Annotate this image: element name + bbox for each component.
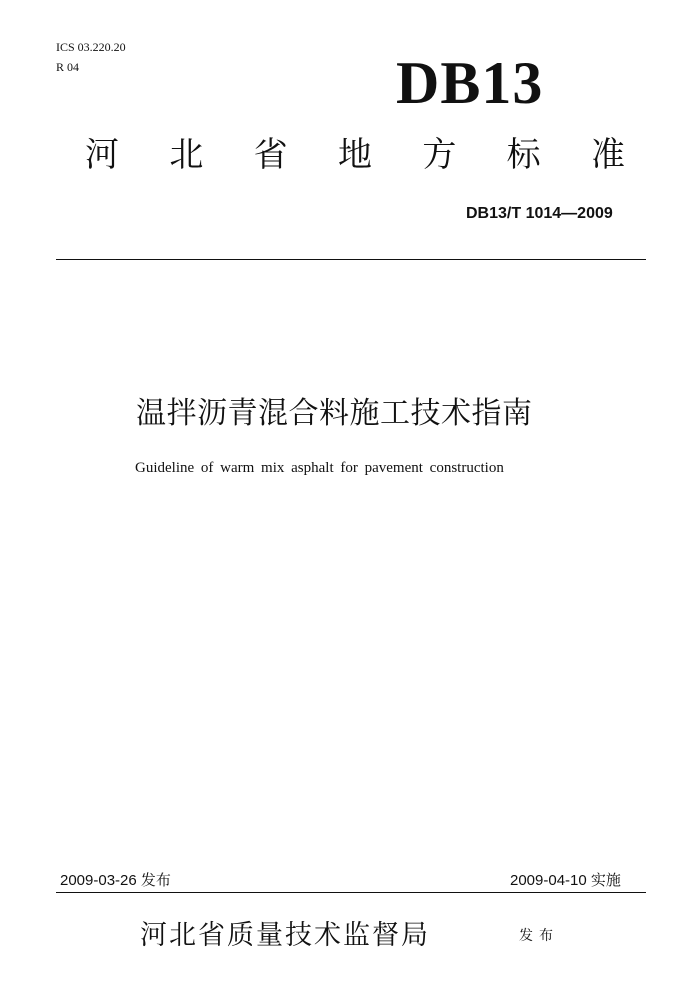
authority-char: 地 [337, 135, 372, 175]
footer-divider [56, 892, 646, 893]
standard-number: DB13/T 1014—2009 [466, 205, 613, 222]
effective-date: 2009-04-10 实施 [510, 872, 621, 889]
authority-heading [85, 133, 625, 177]
authority-char: 省 [253, 135, 288, 175]
authority-char: 北 [169, 135, 204, 175]
authority-char: 方 [422, 135, 457, 175]
header-divider [56, 259, 646, 260]
classification-code: R 04 [56, 60, 80, 74]
authority-char: 准 [590, 135, 625, 175]
standard-logo: DB13 [396, 50, 544, 116]
issuing-authority: 河北省质量技术监督局 [140, 920, 430, 951]
document-title-english: Guideline of warm mix asphalt for pavement construction [135, 460, 504, 476]
ics-code: ICS 03.220.20 [56, 40, 126, 54]
publish-date: 2009-03-26 发布 [60, 872, 171, 889]
document-title-chinese: 温拌沥青混合料施工技术指南 [136, 396, 533, 431]
authority-char: 河 [85, 135, 119, 175]
authority-char: 标 [506, 135, 541, 175]
issuing-label: 发布 [519, 928, 559, 944]
